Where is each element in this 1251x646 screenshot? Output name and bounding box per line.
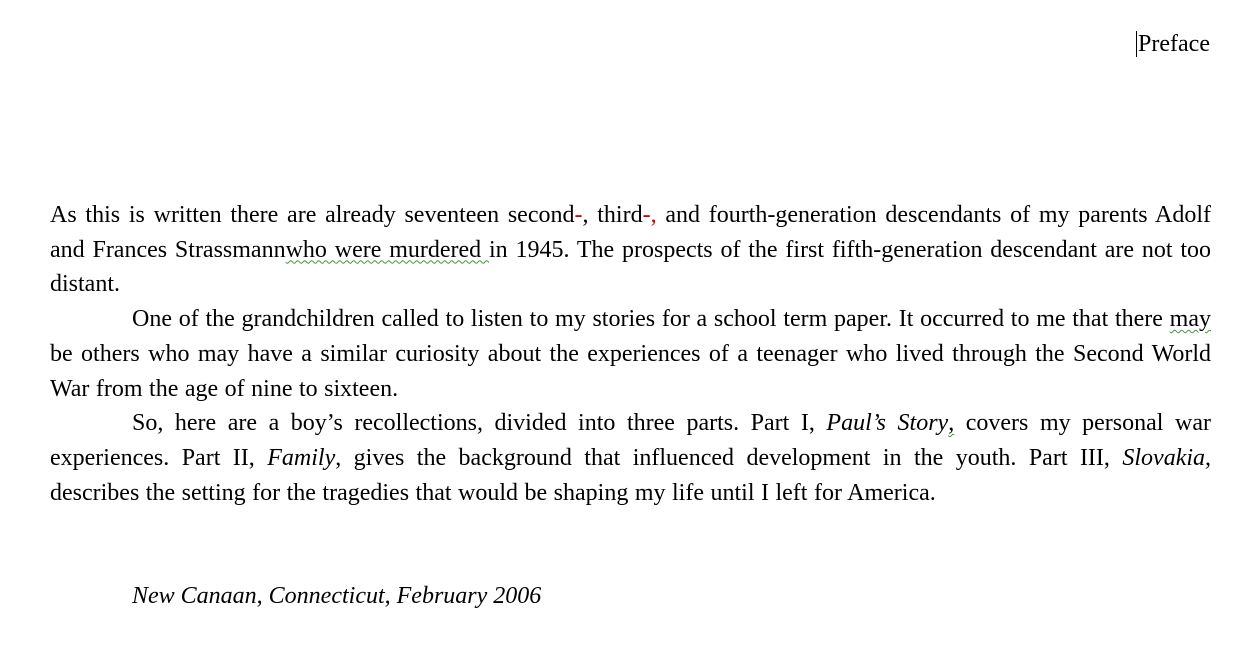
paragraph-3[interactable] — [50, 406, 1211, 510]
grammar-flag[interactable]: who were murdered — [285, 236, 489, 263]
revision-mark: -, — [642, 202, 657, 228]
grammar-flag[interactable]: , — [948, 410, 955, 437]
part-3-title: Slovakia — [1122, 444, 1206, 471]
revision-mark: - — [574, 202, 583, 228]
p2-text-b: be others who may have a similar curiosity about the experiences of a teenager who lived through the Second World War from the age of nine to sixteen. — [50, 340, 1211, 402]
page-title[interactable]: Preface — [1138, 31, 1210, 57]
p1-text-b: , third — [582, 202, 643, 228]
title-line — [1136, 29, 1210, 59]
signoff-line[interactable]: New Canaan, Connecticut, February 2006 — [132, 583, 542, 609]
grammar-flag[interactable]: may — [1169, 306, 1211, 333]
paragraph-2[interactable] — [50, 302, 1211, 406]
p1-text-d: in 1945. The prospects of the first fifth-generation descendant are not too distant. — [50, 236, 1212, 298]
p3-text-c: , gives the background that influenced development in the youth. Part III, — [335, 444, 1123, 471]
p1-text-c: and fourth-generation descendants of my parents Adolf and Frances Strassmann — [50, 202, 1212, 263]
p2-text-a: One of the grandchildren called to listen to my stories for a school term paper. It occurred to me that there — [132, 306, 1170, 333]
p3-text-a: So, here are a boy’s recollections, divided into three parts. Part I, — [132, 410, 827, 437]
part-2-title: Family — [267, 444, 336, 471]
p3-text-d: , describes the setting for the tragedies that would be shaping my life until I left for America. — [50, 444, 1212, 506]
paragraph-1[interactable] — [50, 198, 1211, 302]
p1-text-a: As this is written there are already seventeen second — [50, 202, 575, 228]
document-body[interactable] — [50, 198, 1211, 510]
part-1-title: Paul’s Story — [826, 410, 949, 437]
p3-text-b: covers my personal war experiences. Part II, — [50, 410, 1211, 471]
text-cursor — [1136, 31, 1137, 57]
